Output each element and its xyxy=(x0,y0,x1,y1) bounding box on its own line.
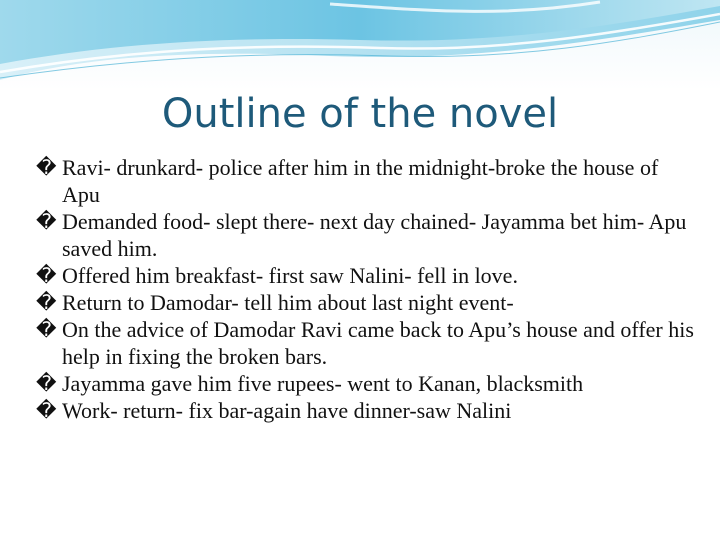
bullet-glyph-icon: � xyxy=(36,290,57,314)
bullet-glyph-icon: � xyxy=(36,155,57,179)
bullet-text: On the advice of Damodar Ravi came back to Apu’s house and offer his help in fixing the broken bars. xyxy=(62,317,694,369)
bullet-text: Ravi- drunkard- police after him in the midnight-broke the house of Apu xyxy=(62,155,659,207)
slide-title: Outline of the novel xyxy=(161,91,559,137)
bullet-glyph-icon: � xyxy=(36,263,57,287)
bullet-item xyxy=(36,208,696,262)
bullet-list xyxy=(36,154,696,424)
bullet-text: Jayamma gave him five rupees- went to Kanan, blacksmith xyxy=(62,371,584,396)
bullet-item xyxy=(36,289,696,316)
bullet-item xyxy=(36,397,696,424)
bullet-glyph-icon: � xyxy=(36,317,57,341)
bullet-text: Work- return- fix bar-again have dinner-saw Nalini xyxy=(62,398,512,423)
bullet-item xyxy=(36,370,696,397)
bullet-glyph-icon: � xyxy=(36,371,57,395)
bullet-glyph-icon: � xyxy=(36,209,57,233)
bullet-text: Return to Damodar- tell him about last night event- xyxy=(62,290,514,315)
bullet-item xyxy=(36,262,696,289)
decorative-wave-banner xyxy=(0,0,720,90)
bullet-item xyxy=(36,316,696,370)
bullet-text: Offered him breakfast- first saw Nalini- fell in love. xyxy=(62,263,518,288)
bullet-text: Demanded food- slept there- next day chained- Jayamma bet him- Apu saved him. xyxy=(62,209,687,261)
bullet-glyph-icon: � xyxy=(36,398,57,422)
bullet-item xyxy=(36,154,696,208)
